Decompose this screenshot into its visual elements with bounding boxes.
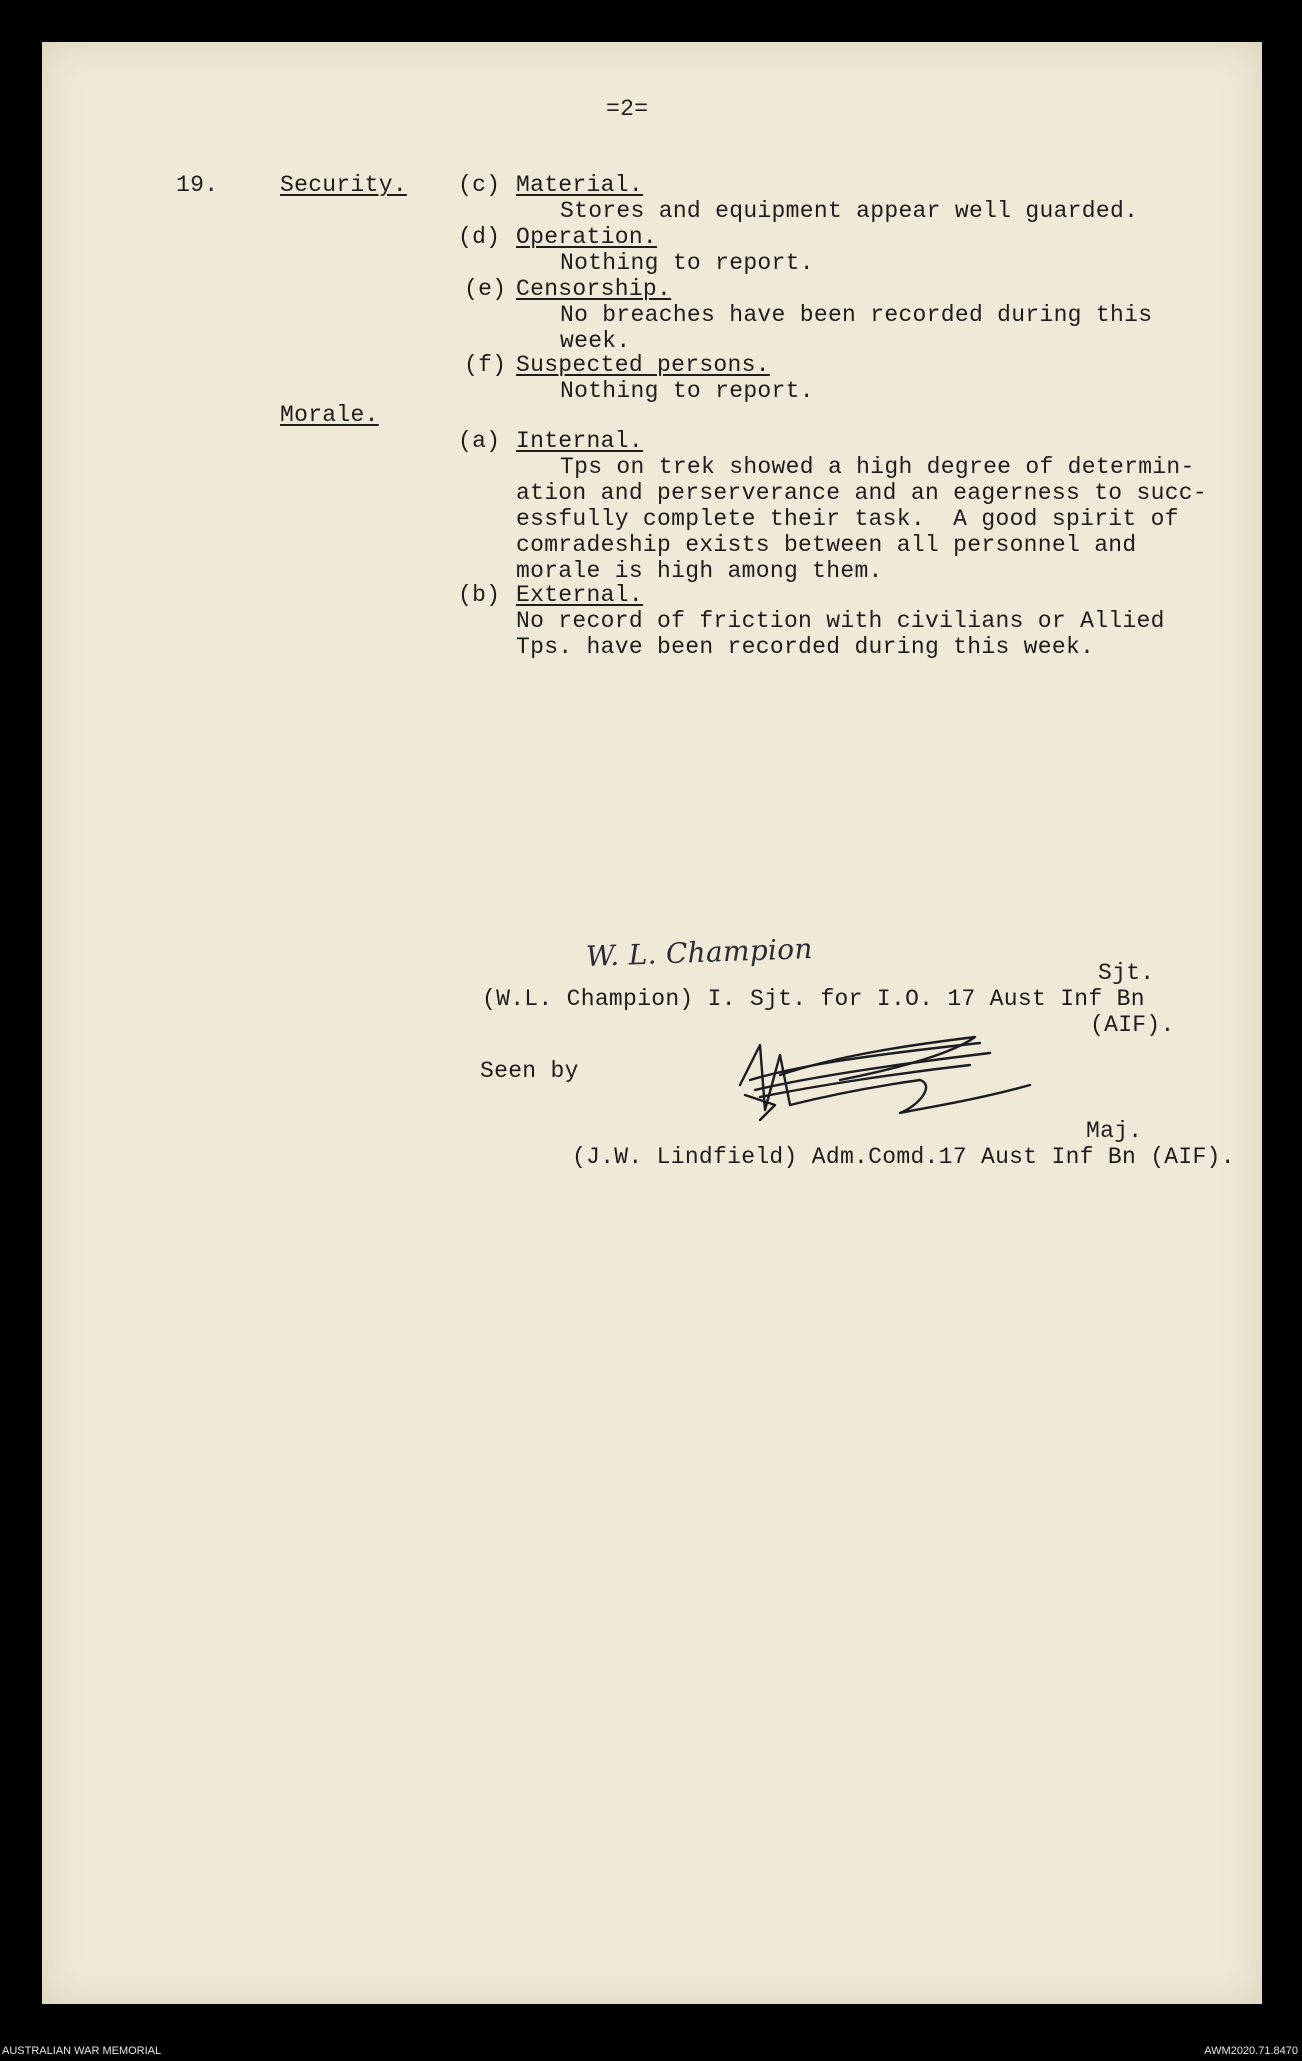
footer-reference: AWM2020.71.8470 bbox=[1204, 2045, 1298, 2057]
item-text: ation and perserverance and an eagerness to succ- bbox=[516, 480, 1208, 506]
item-label: (d) bbox=[458, 224, 501, 250]
item-text: essfully complete their task. A good spirit of bbox=[516, 506, 1179, 532]
item-text: Nothing to report. bbox=[560, 250, 814, 276]
handwritten-signature: W. L. Champion bbox=[585, 932, 814, 973]
morale-heading: Morale. bbox=[280, 402, 379, 428]
item-label: (a) bbox=[458, 428, 501, 454]
item-title: Censorship. bbox=[516, 276, 672, 302]
item-text: comradeship exists between all personnel and bbox=[516, 532, 1137, 558]
item-label: (e) bbox=[464, 276, 507, 302]
signatory-unit: (AIF). bbox=[1090, 1012, 1175, 1038]
item-title: Operation. bbox=[516, 224, 658, 250]
item-title: Internal. bbox=[516, 428, 643, 454]
item-text: Tps. have been recorded during this week. bbox=[516, 634, 1095, 660]
item-text: week. bbox=[560, 328, 631, 354]
document-page bbox=[42, 42, 1262, 2004]
signatory-rank: Sjt. bbox=[1098, 960, 1155, 986]
section-number: 19. bbox=[176, 172, 219, 198]
security-heading: Security. bbox=[280, 172, 407, 198]
item-text: Nothing to report. bbox=[560, 378, 814, 404]
item-text: No breaches have been recorded during this bbox=[560, 302, 1153, 328]
item-title: External. bbox=[516, 582, 643, 608]
item-title: Suspected persons. bbox=[516, 352, 770, 378]
signatory-line: (J.W. Lindfield) Adm.Comd.17 Aust Inf Bn (AIF). bbox=[572, 1144, 1235, 1170]
signatory-rank: Maj. bbox=[1086, 1118, 1143, 1144]
item-text: No record of friction with civilians or Allied bbox=[516, 608, 1165, 634]
item-label: (b) bbox=[458, 582, 501, 608]
page-number: =2= bbox=[606, 96, 649, 122]
item-text: Stores and equipment appear well guarded. bbox=[560, 198, 1139, 224]
item-label: (c) bbox=[458, 172, 501, 198]
item-title: Material. bbox=[516, 172, 643, 198]
item-label: (f) bbox=[464, 352, 507, 378]
signatory-line: (W.L. Champion) I. Sjt. for I.O. 17 Aust Inf Bn bbox=[482, 986, 1145, 1012]
scribbled-signature bbox=[720, 1025, 1040, 1135]
item-text: morale is high among them. bbox=[516, 558, 883, 584]
footer-archive-name: AUSTRALIAN WAR MEMORIAL bbox=[2, 2045, 162, 2057]
seen-by-label: Seen by bbox=[480, 1058, 579, 1084]
item-text: Tps on trek showed a high degree of determin- bbox=[560, 454, 1195, 480]
